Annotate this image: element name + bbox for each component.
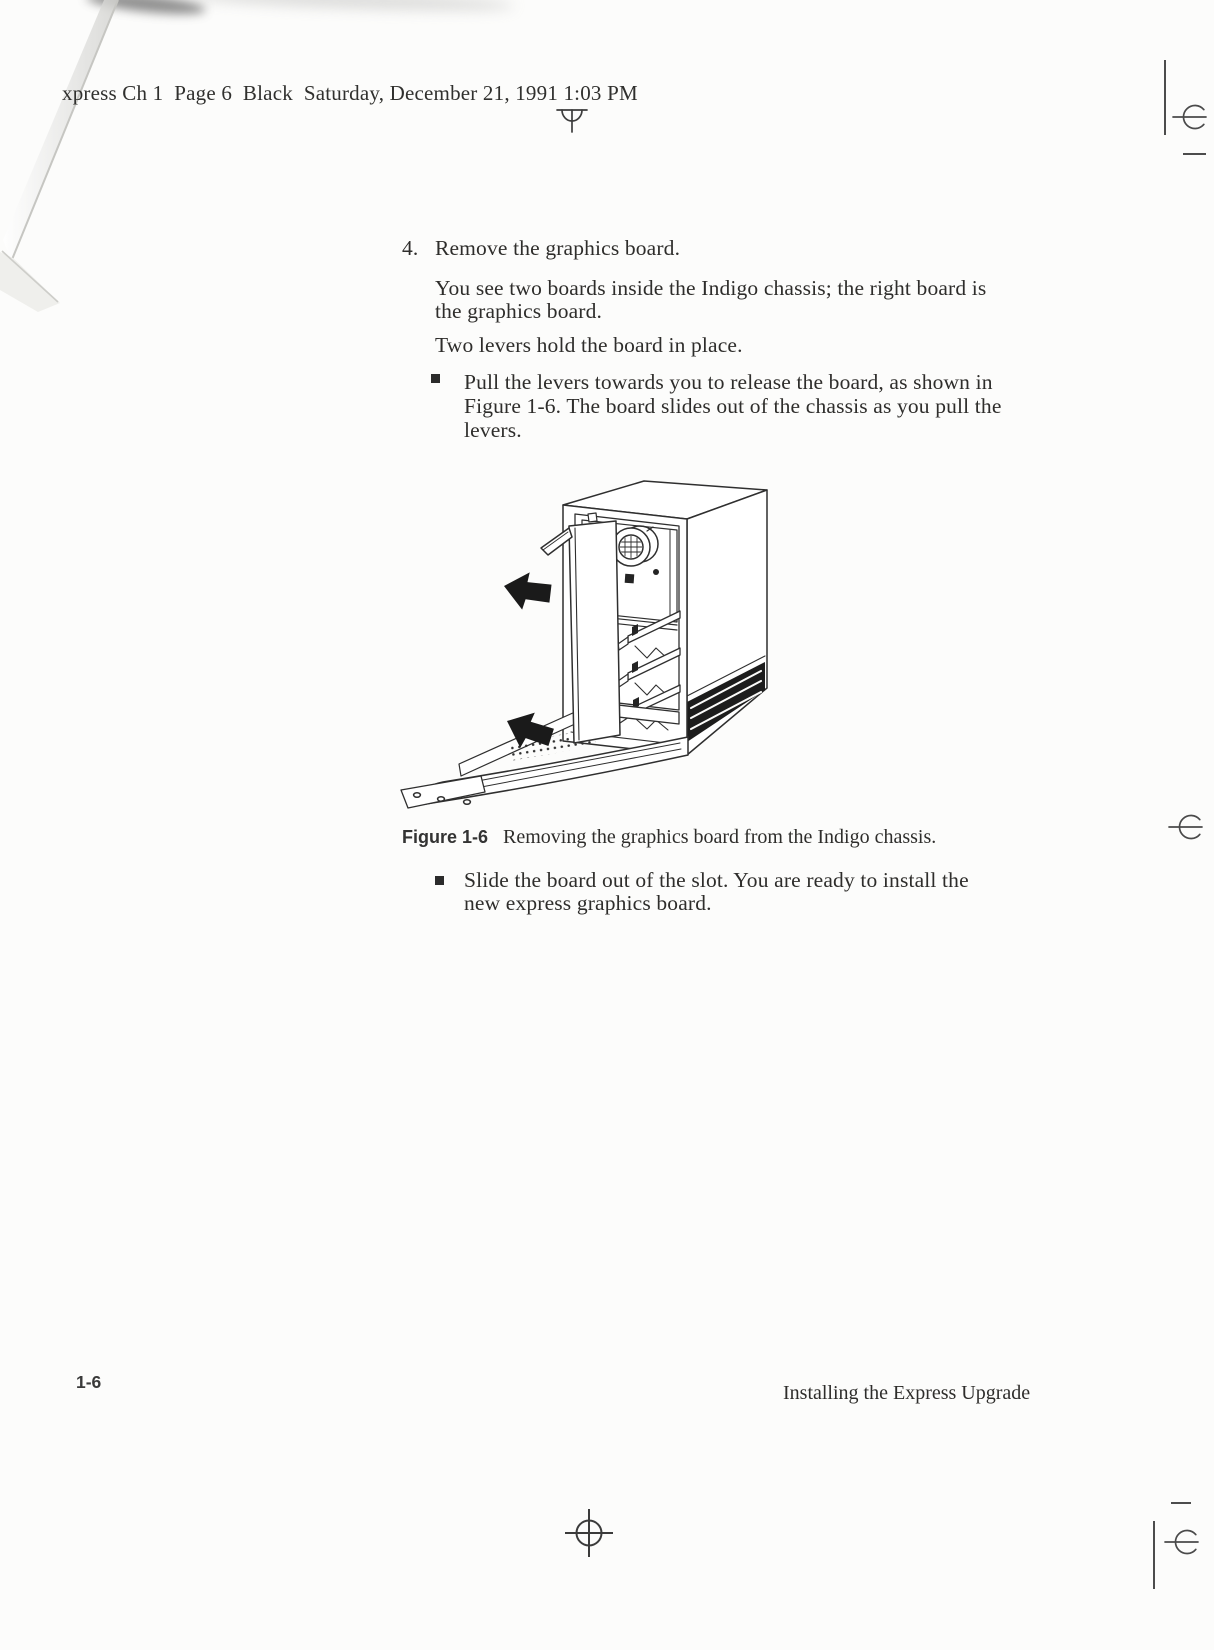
crop-mark-dash — [1183, 153, 1206, 155]
crop-mark-dash — [1171, 1502, 1191, 1504]
page-curl-fold — [0, 0, 260, 360]
target-registration-icon — [1165, 812, 1209, 842]
figure-illustration — [385, 450, 770, 800]
bullet-line: Pull the levers towards you to release the board, as shown in — [464, 370, 993, 394]
target-registration-icon — [1161, 1527, 1205, 1557]
paragraph-line: You see two boards inside the Indigo chassis; the right board is — [435, 276, 987, 300]
bullet-line: levers. — [464, 418, 522, 442]
paragraph-line: Two levers hold the board in place. — [435, 333, 743, 357]
square-bullet-icon — [431, 374, 440, 383]
bullet-line: new express graphics board. — [464, 891, 712, 915]
step-title: Remove the graphics board. — [435, 236, 681, 260]
page-number: 1-6 — [76, 1372, 102, 1392]
square-bullet-icon — [435, 876, 444, 885]
crosshair-registration-icon — [562, 1506, 616, 1560]
target-registration-icon — [1169, 102, 1213, 132]
pull-direction-arrows — [499, 567, 558, 757]
bullet-line: Figure 1-6. The board slides out of the chassis as you pull the — [464, 394, 1002, 418]
figure-caption: Removing the graphics board from the Indigo chassis. — [503, 826, 937, 848]
print-slug: xpress Ch 1 Page 6 Black Saturday, December 21, 1991 1:03 PM — [62, 81, 638, 105]
figure-label: Figure 1-6 — [402, 827, 489, 847]
paragraph-line: the graphics board. — [435, 299, 603, 323]
registration-mark-icon — [552, 103, 592, 137]
bullet-line: Slide the board out of the slot. You are ready to install the — [464, 868, 969, 892]
crop-mark-line — [1153, 1521, 1155, 1589]
step-number: 4. — [402, 236, 419, 260]
crop-mark-line — [1164, 60, 1166, 135]
running-title: Installing the Express Upgrade — [783, 1382, 1031, 1404]
